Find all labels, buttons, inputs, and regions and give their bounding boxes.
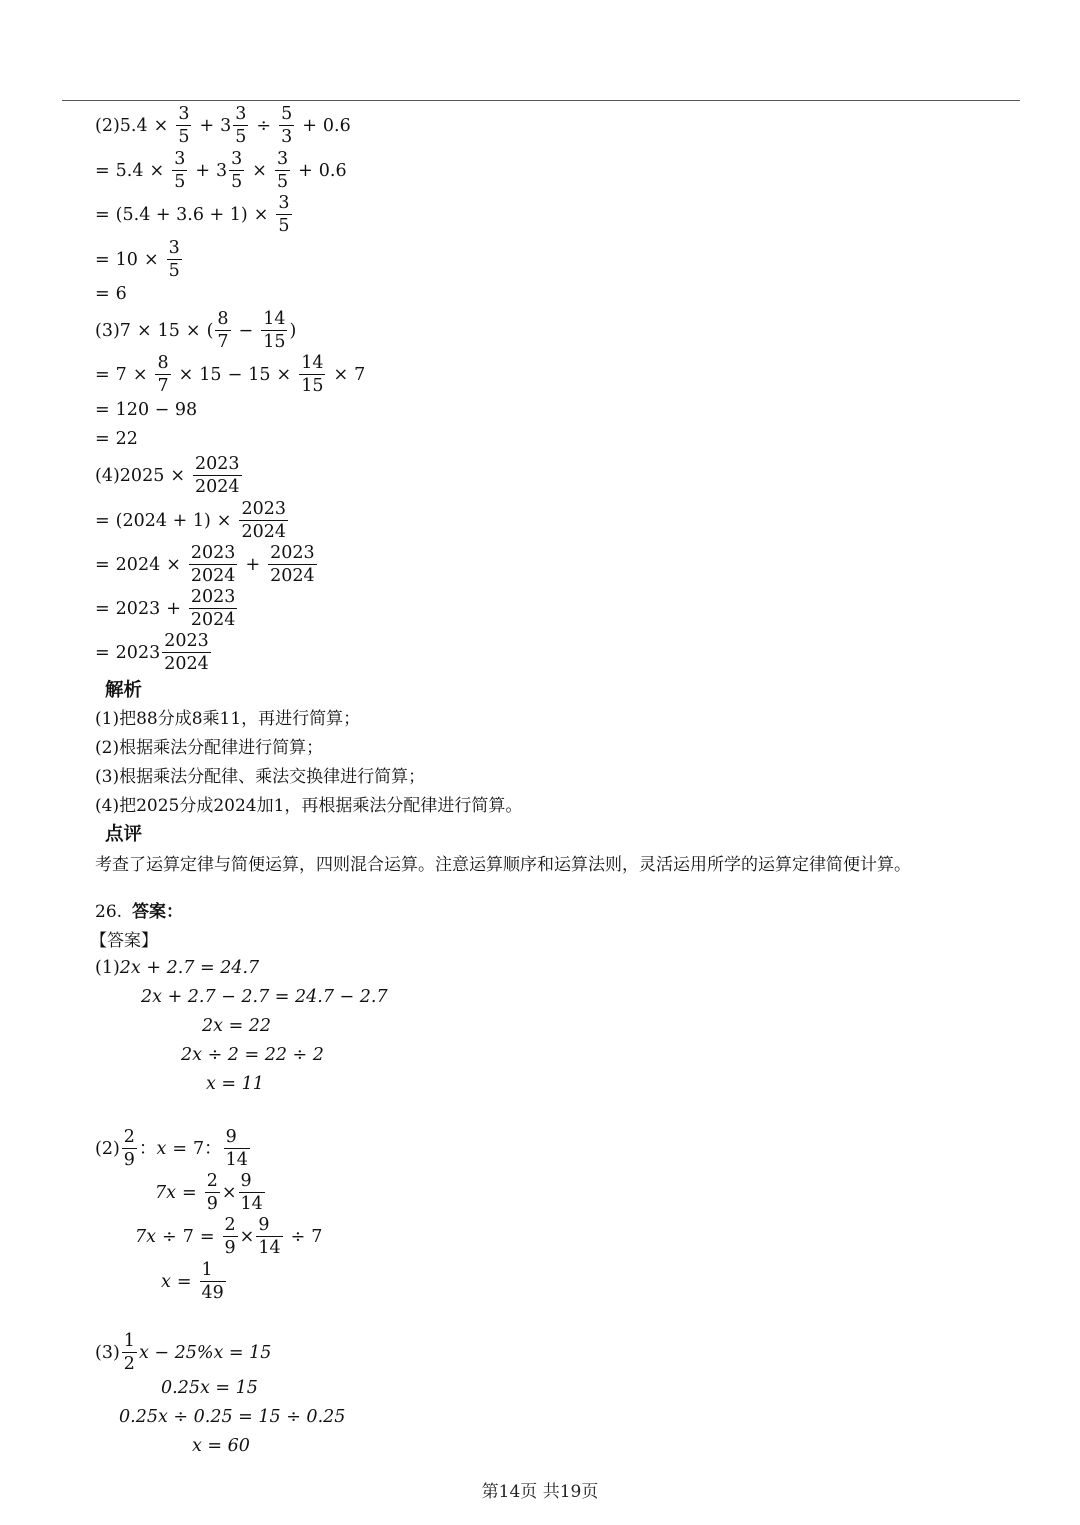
eq3-line3: 0.25x ÷ 0.25 = 15 ÷ 0.25	[119, 1407, 346, 1427]
p4-line2: = (2024 + 1) × $\frac{2023}{2024}$	[95, 499, 287, 542]
p4-line1: (4) 2025 × $\frac{2023}{2024}$	[95, 454, 240, 497]
header-rule	[62, 100, 1020, 101]
fraction: $\frac{3}{5}$	[178, 104, 190, 147]
eq1-line5: x = 11	[206, 1074, 264, 1094]
page-footer: 第14页 共19页	[481, 1482, 599, 1502]
fraction: $\frac{3}{5}$	[278, 193, 290, 236]
fraction: $\frac{3}{5}$	[168, 238, 180, 281]
fraction: $\frac{3}{5}$	[231, 149, 243, 192]
p3-result: = 22	[95, 429, 138, 449]
eq3-line1: (3) 1 2 x − 25%x = 15	[95, 1331, 272, 1374]
p3-line3: = 120 − 98	[95, 400, 198, 420]
eq1-line3: 2x = 22	[202, 1016, 272, 1036]
fraction: $\frac{1}{49}$	[201, 1260, 224, 1303]
eq2-solution: x = $\frac{1}{49}$	[161, 1260, 224, 1303]
eq2-line3: 7x ÷ 7 = $\frac{2}{9}$ × $\frac{9}{14}$ ÷ 7	[135, 1215, 323, 1258]
eq2-line2: 7x = $\frac{2}{9}$ × $\frac{9}{14}$	[155, 1171, 263, 1214]
p4-line3: = 2024 × $\frac{2023}{2024}$ + $\frac{2023}{2024}$	[95, 543, 315, 586]
fraction: $\frac{2023}{2024}$	[270, 543, 315, 586]
fraction: $\frac{9}{14}$	[240, 1171, 263, 1214]
fraction: $\frac{2023}{2024}$	[190, 543, 236, 586]
analysis-heading: 解析	[105, 680, 143, 701]
review-heading: 点评	[105, 824, 143, 845]
p2-line2: = 5.4 × $\frac{3}{5}$ + 3 $\frac{3}{5}$ × $\frac{3}{5}$ + 0.6	[95, 149, 347, 192]
analysis-item: (4)把2025分成2024加1，再根据乘法分配律进行简算。	[95, 796, 523, 816]
fraction: $\frac{3}{5}$	[276, 149, 289, 192]
fraction: $\frac{3}{5}$	[174, 149, 186, 192]
p2-line4: = 10 × $\frac{3}{5}$	[95, 238, 180, 281]
fraction: 8 7	[217, 309, 229, 352]
question-number: 26. 答案：	[95, 902, 184, 922]
eq3-line2: 0.25x = 15	[161, 1378, 258, 1398]
fraction: 2023 2024	[164, 631, 209, 674]
fraction: $\frac{8}{7}$	[157, 353, 169, 396]
fraction: $\frac{14}{15}$	[263, 309, 286, 352]
fraction: $\frac{9}{14}$	[258, 1215, 281, 1258]
fraction: 9 14	[225, 1127, 248, 1170]
p3-line2: = 7 × $\frac{8}{7}$ × 15 − 15 × $\frac{14}{15}$ × 7	[95, 353, 366, 396]
fraction: $\frac{2023}{2024}$	[190, 587, 236, 630]
eq1-line1: (1) 2x + 2.7 = 24.7	[95, 958, 260, 978]
p4-result: = 2023 2023 2024	[95, 631, 209, 674]
analysis-item: (2)根据乘法分配律进行简算；	[95, 738, 324, 758]
p2-result: = 6	[95, 284, 127, 304]
p3-line1: (3) 7 × 15 × ( 8 7 − $\frac{14}{15}$ )	[95, 309, 297, 352]
fraction: $\frac{2}{9}$	[224, 1215, 236, 1258]
p2-line3: = ( 5.4 + 3.6 + 1 ) × $\frac{3}{5}$	[95, 193, 290, 236]
fraction: $\frac{2023}{2024}$	[241, 499, 287, 542]
eq3-line4: x = 60	[192, 1436, 250, 1456]
eq1-line2: 2x + 2.7 − 2.7 = 24.7 − 2.7	[141, 987, 388, 1007]
fraction: 2 9	[123, 1127, 135, 1170]
fraction: $\frac{2023}{2024}$	[195, 454, 240, 497]
fraction: $\frac{3}{5}$	[235, 104, 247, 147]
fraction: $\frac{5}{3}$	[281, 104, 293, 147]
fraction: 1 2	[123, 1331, 135, 1374]
eq1-line4: 2x ÷ 2 = 22 ÷ 2	[181, 1045, 324, 1065]
review-text: 考查了运算定律与简便运算，四则混合运算。注意运算顺序和运算法则，灵活运用所学的运算定律简便计算。	[95, 855, 911, 875]
analysis-item: (3)根据乘法分配律、乘法交换律进行简算；	[95, 767, 426, 787]
analysis-item: (1)把88分成8乘11，再进行简算；	[95, 709, 361, 729]
fraction: $\frac{2}{9}$	[206, 1171, 218, 1214]
fraction: $\frac{14}{15}$	[301, 353, 324, 396]
p2-line1: (2) 5.4 × $\frac{3}{5}$ + 3 $\frac{3}{5}$ ÷ $\frac{5}{3}$ + 0.6	[95, 104, 351, 147]
eq2-line1: (2) 2 9 ： x = 7 ： 9 14	[95, 1127, 248, 1170]
answer-tag: 【答案】	[90, 931, 158, 951]
p4-line4: = 2023 + $\frac{2023}{2024}$	[95, 587, 236, 630]
